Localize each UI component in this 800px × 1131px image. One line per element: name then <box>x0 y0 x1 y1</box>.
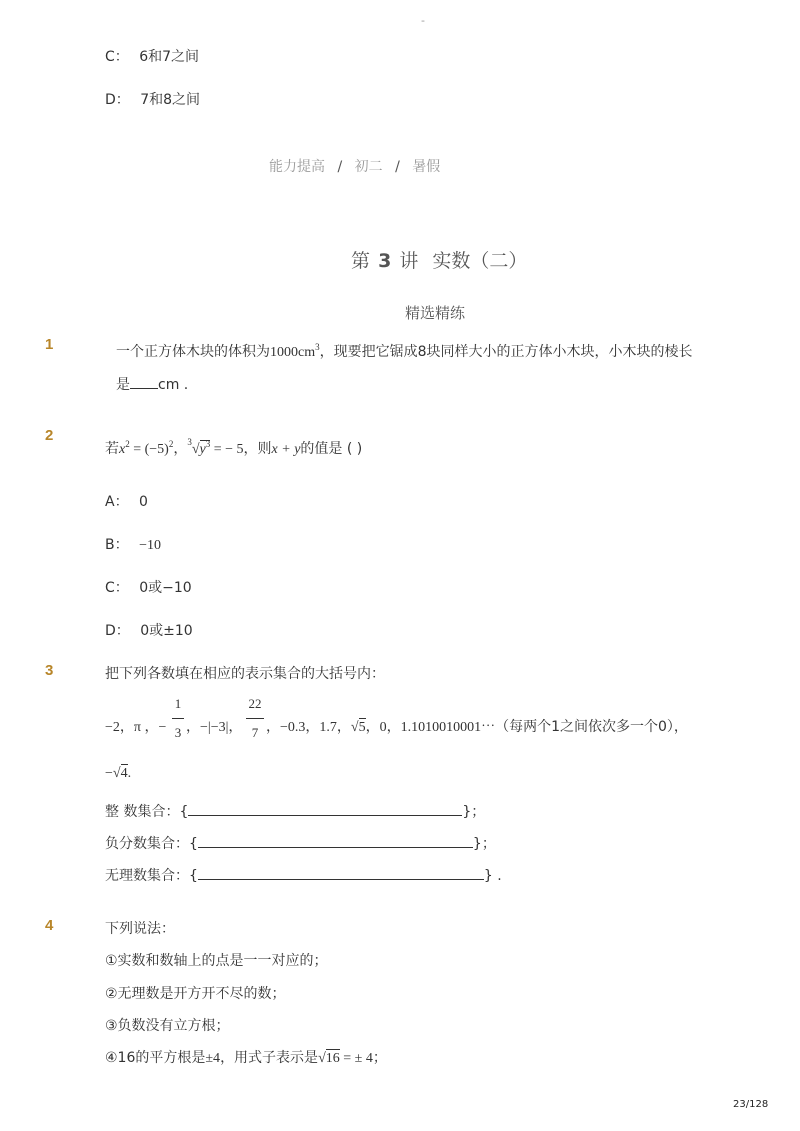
statement-3: ③负数没有立方根； <box>105 1018 230 1034</box>
fraction-bar <box>246 718 264 719</box>
math-expr: x + y <box>271 442 301 457</box>
math-exp: 2 <box>168 439 174 449</box>
option-text: 0或−10 <box>139 580 192 596</box>
statement-4 <box>105 1047 387 1067</box>
set-integers <box>105 801 485 821</box>
breadcrumb-part[interactable]: 初二 <box>354 159 383 175</box>
radicand: 4 <box>120 766 128 781</box>
option-text: 6和7之间 <box>139 49 200 65</box>
set-negative-fractions <box>105 833 496 853</box>
option-text: 0 <box>139 494 148 510</box>
question-4-prompt: 下列说法： <box>105 921 175 937</box>
statement-text: ； <box>372 1050 387 1066</box>
option-text: 7和8之间 <box>140 92 201 108</box>
volume-exponent: 3 <box>315 342 320 352</box>
page-number: 23/128 <box>733 1099 769 1110</box>
number-text: − <box>105 766 113 781</box>
question-2-stem <box>105 437 362 458</box>
question-1-line-2 <box>116 374 188 394</box>
lesson-title <box>351 246 527 273</box>
fraction-numerator: 22 <box>248 696 262 711</box>
radicand <box>200 440 211 457</box>
root-index: 3 <box>187 437 192 447</box>
set-end: }； <box>472 836 496 852</box>
statement-text: ④16的平方根是 <box>105 1050 206 1066</box>
question-text: 的值是 ( ) <box>300 441 363 457</box>
number-list-part-1: −2，π ，− <box>105 720 167 735</box>
question-text: 一个正方体木块的体积为 <box>116 344 270 360</box>
option-text: 0或±10 <box>140 623 193 639</box>
option-c[interactable] <box>105 577 192 597</box>
radical-sign: √ <box>350 720 359 735</box>
set-label: 整 数集合：{ <box>105 804 189 820</box>
breadcrumb-separator: / <box>395 159 400 175</box>
option-label: A： <box>105 494 129 510</box>
number-list-part-2: ，−|−3|， <box>186 720 243 735</box>
option-a[interactable] <box>105 491 148 511</box>
option-b[interactable] <box>105 534 161 554</box>
statement-1: ①实数和数轴上的点是一一对应的； <box>105 953 328 969</box>
set-label: 负分数集合：{ <box>105 836 198 852</box>
question-3-prompt: 把下列各数填在相应的表示集合的大括号内： <box>105 666 385 682</box>
math-exp: 2 <box>125 439 130 449</box>
number-text: . <box>127 766 132 781</box>
question-number: 2 <box>45 427 54 444</box>
question-number: 1 <box>45 336 54 353</box>
option-c-prev[interactable] <box>105 46 199 66</box>
math-expr: = ± 4 <box>339 1051 373 1066</box>
question-text: ，现要把它锯成8块同样大小的正方体小木块，小木块的棱长 <box>319 344 693 360</box>
option-label: B： <box>105 537 129 553</box>
radicand: 5 <box>358 720 366 735</box>
fraction-denominator: 7 <box>251 725 259 740</box>
breadcrumb-part[interactable]: 暑假 <box>412 159 441 175</box>
number-note: （每两个1之间依次多一个0）， <box>495 719 688 735</box>
breadcrumb-separator: / <box>337 159 343 175</box>
lesson-name: 实数（二） <box>432 250 528 272</box>
math-expr: ±4 <box>205 1051 221 1066</box>
question-number: 3 <box>45 662 54 679</box>
question-text: 是 <box>116 377 130 393</box>
fraction-twenty-two-sevenths <box>246 696 264 741</box>
number-text: ，−0.3，1.7， <box>266 720 351 735</box>
answer-blank[interactable] <box>130 376 158 389</box>
radical-sign: √ <box>112 766 121 781</box>
fraction-one-third <box>172 696 184 741</box>
fraction-denominator: 3 <box>174 725 182 740</box>
breadcrumb-part[interactable]: 能力提高 <box>269 159 325 175</box>
question-text: ，则 <box>243 441 272 457</box>
set-end: }； <box>462 804 486 820</box>
radicand: 16 <box>325 1051 340 1066</box>
answer-blank[interactable] <box>198 867 484 880</box>
math-var: x <box>119 442 126 457</box>
set-label: 无理数集合：{ <box>105 868 198 884</box>
answer-blank[interactable] <box>188 803 462 816</box>
header-mark: - <box>421 14 425 27</box>
section-title: 精选精练 <box>405 304 466 322</box>
question-number: 4 <box>45 917 54 934</box>
question-text: 若 <box>105 441 119 457</box>
option-d-prev[interactable] <box>105 89 200 109</box>
volume-value: 1000cm <box>270 345 316 360</box>
fraction-bar <box>172 718 184 719</box>
number-list-part-3 <box>266 716 688 736</box>
fraction-numerator: 1 <box>174 696 182 711</box>
lesson-prefix: 第 <box>351 250 371 272</box>
option-label: D： <box>105 92 130 108</box>
lesson-suffix: 讲 <box>399 250 419 272</box>
number-list-part-4 <box>105 766 131 782</box>
set-end: } . <box>483 868 502 884</box>
unit-text: cm . <box>158 377 189 393</box>
option-label: D： <box>105 623 130 639</box>
question-text: ， <box>173 441 188 457</box>
answer-blank[interactable] <box>198 835 473 848</box>
option-label: C： <box>105 580 129 596</box>
math-exp: 3 <box>205 439 211 449</box>
option-d[interactable] <box>105 620 193 640</box>
statement-2: ②无理数是开方开不尽的数； <box>105 986 286 1002</box>
breadcrumb <box>269 156 440 176</box>
radical-sign: √ <box>191 442 200 457</box>
statement-text: ，用式子表示是 <box>220 1050 319 1066</box>
math-expr: = (−5) <box>129 442 169 457</box>
lesson-number: 3 <box>378 250 392 272</box>
math-var: y <box>199 442 206 457</box>
radical-sign: √ <box>318 1051 326 1066</box>
option-text: −10 <box>139 538 161 553</box>
math-expr: = − 5 <box>210 442 244 457</box>
question-1-line-1 <box>116 341 693 361</box>
set-irrationals <box>105 865 502 885</box>
number-text: ，0，1.1010010001⋯ <box>365 720 496 735</box>
option-label: C： <box>105 49 129 65</box>
